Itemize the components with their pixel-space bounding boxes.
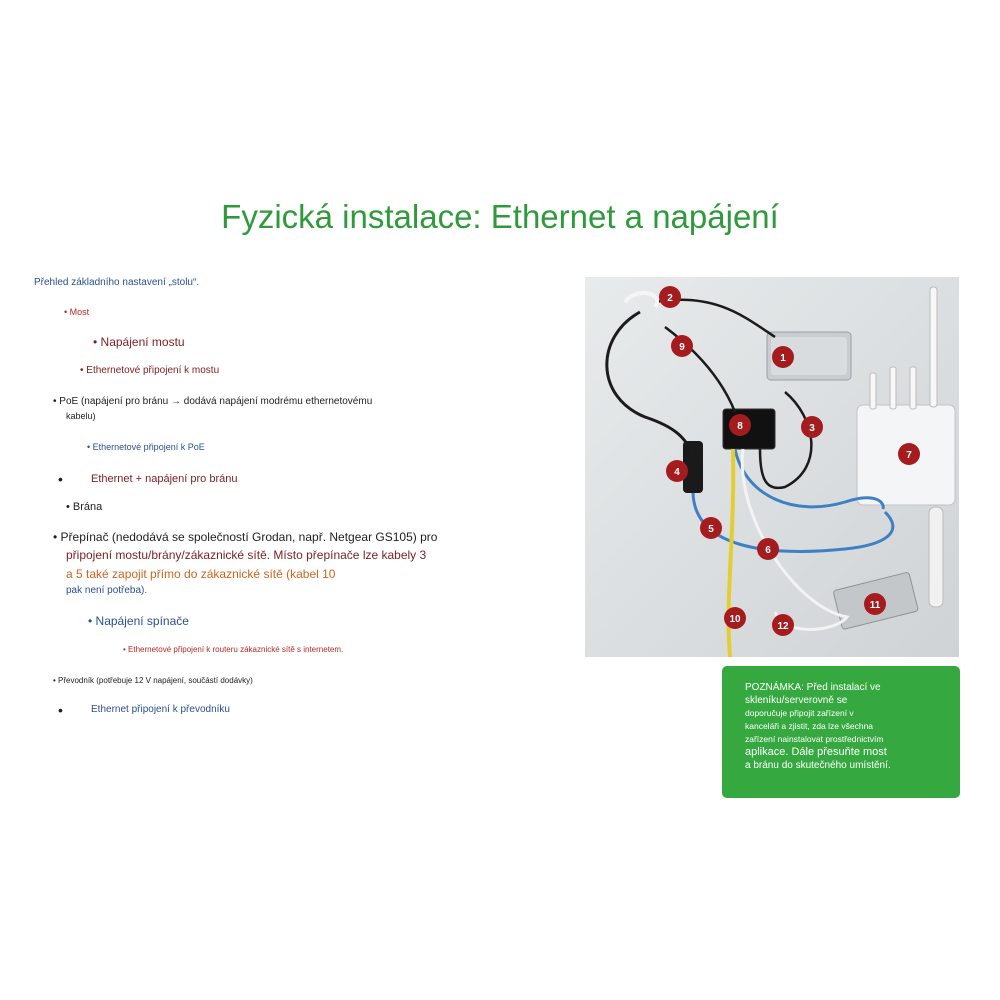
note-line-6: aplikace. Dále přesuňte most — [745, 746, 887, 758]
photo-label-7-text: 7 — [906, 450, 912, 461]
list-item-switch: • Přepínač (nedodává se společností Grodan, např. Netgear GS105) pro — [53, 530, 438, 544]
photo-label-12-text: 12 — [777, 621, 789, 632]
setup-photo — [585, 277, 959, 657]
list-item-converter: • Převodník (potřebuje 12 V napájení, součástí dodávky) — [53, 676, 253, 685]
list-item-poe-ethernet: • Ethernetové připojení k PoE — [87, 442, 205, 452]
photo-label-2 — [659, 286, 681, 308]
photo-label-10-text: 10 — [729, 614, 741, 625]
photo-label-12 — [772, 614, 794, 636]
photo-label-6-text: 6 — [765, 545, 771, 556]
list-item-gateway: • Brána — [66, 501, 103, 513]
note-box — [722, 666, 960, 798]
list-item-bridge-ethernet: • Ethernetové připojení k mostu — [80, 365, 220, 376]
setup-photo-svg — [585, 277, 959, 657]
note-line-1: POZNÁMKA: Před instalací ve — [745, 682, 881, 693]
photo-label-10 — [724, 607, 746, 629]
note-line-2: skleníku/serverovně se — [745, 695, 848, 706]
note-line-5: zařízení nainstalovat prostřednictvím — [745, 734, 884, 744]
list-item-bridge-power: • Napájení mostu — [93, 335, 185, 349]
photo-label-8-text: 8 — [737, 421, 743, 432]
list-item-switch-cont1: připojení mostu/brány/zákaznické sítě. Místo přepínače lze kabely 3 — [66, 548, 427, 562]
photo-label-7 — [898, 443, 920, 465]
list-item-converter-ethernet: Ethernet připojení k převodníku — [91, 704, 230, 715]
note-line-7: a bránu do skutečného umístění. — [745, 760, 891, 771]
photo-label-8 — [729, 414, 751, 436]
photo-label-9 — [671, 335, 693, 357]
list-item-switch-cont3: pak není potřeba). — [66, 585, 148, 596]
photo-label-11-text: 11 — [869, 600, 881, 611]
photo-label-3 — [801, 416, 823, 438]
list-bullet-gateway-eth: • — [58, 471, 63, 487]
list-item-most: • Most — [64, 307, 90, 317]
photo-label-2-text: 2 — [667, 293, 673, 304]
list-item-gateway-ethernet-power: Ethernet + napájení pro bránu — [91, 473, 238, 485]
note-line-3: doporučuje připojit zařízení v — [745, 708, 854, 718]
photo-label-1 — [772, 346, 794, 368]
photo-label-1-text: 1 — [780, 353, 786, 364]
photo-label-11 — [864, 593, 886, 615]
photo-label-9-text: 9 — [679, 342, 685, 353]
photo-label-4 — [666, 460, 688, 482]
photo-label-3-text: 3 — [809, 423, 815, 434]
photo-label-4-text: 4 — [674, 467, 680, 478]
photo-label-6 — [757, 538, 779, 560]
list-item-poe-cont: kabelu) — [66, 411, 96, 421]
photo-label-5 — [700, 517, 722, 539]
list-item-router-ethernet: • Ethernetové připojení k routeru zákaznické sítě s internetem. — [123, 645, 344, 654]
list-item-switch-power: • Napájení spínače — [88, 614, 189, 628]
list-bullet-converter-eth: • — [58, 702, 63, 718]
list-item-switch-cont2: a 5 také zapojit přímo do zákaznické sítě (kabel 10 — [66, 567, 336, 581]
list-item-poe: • PoE (napájení pro bránu → dodává napájení modrému ethernetovému — [53, 396, 373, 407]
slide-title: Fyzická instalace: Ethernet a napájení — [221, 198, 779, 235]
photo-label-5-text: 5 — [708, 524, 714, 535]
intro-text: Přehled základního nastavení „stolu“. — [34, 277, 200, 288]
note-line-4: kanceláři a zjistit, zda lze všechna — [745, 721, 874, 731]
